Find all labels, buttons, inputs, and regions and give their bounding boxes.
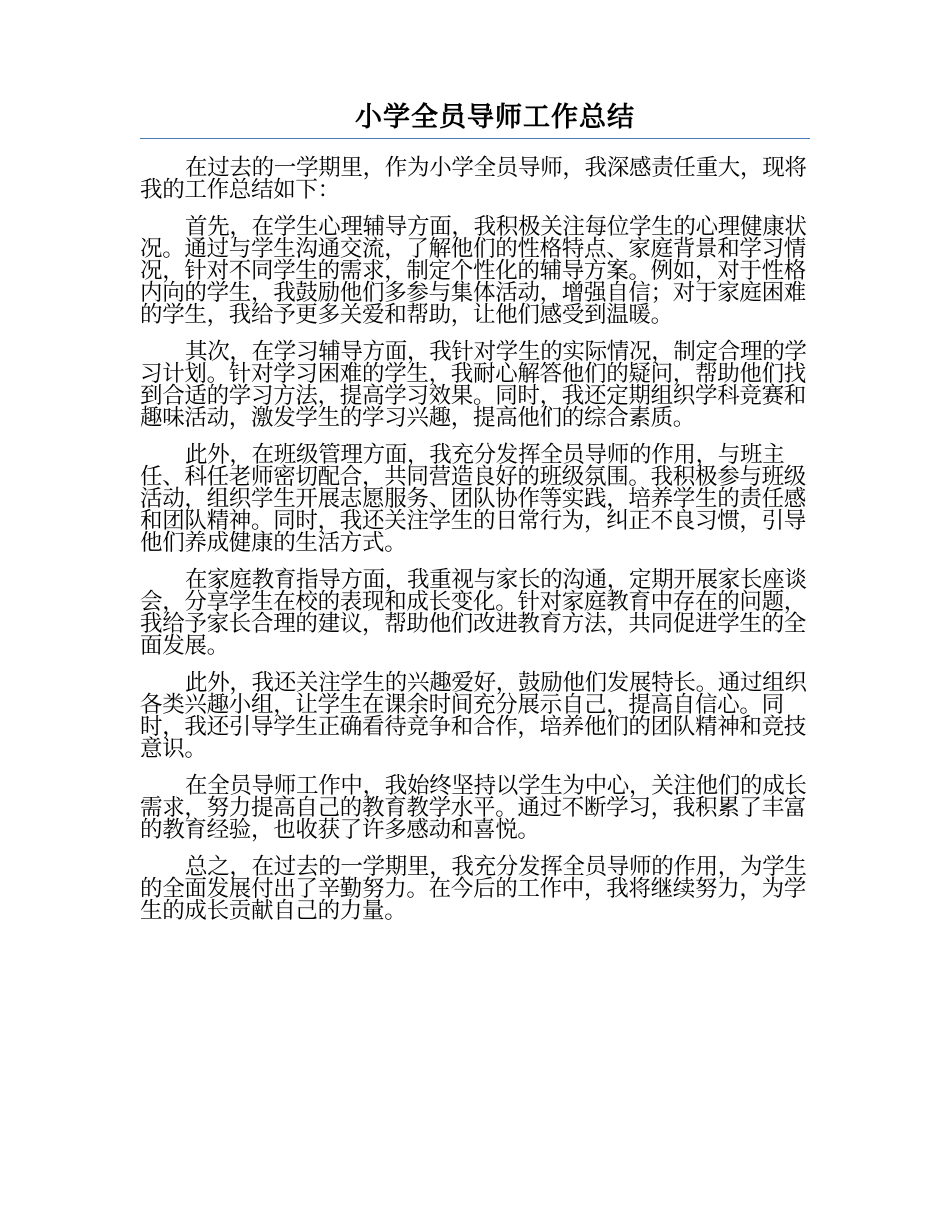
paragraph-class-management: 此外，在班级管理方面，我充分发挥全员导师的作用，与班主任、科任老师密切配合，共同营造良好的班级氛围。我积极参与班级活动，组织学生开展志愿服务、团队协作等实践，培养学生的责任感和团队精神。同时，我还关注学生的日常行为，纠正不良习惯，引导他们养成健康的生活方式。 xyxy=(140,442,807,556)
paragraph-student-centered: 在全员导师工作中，我始终坚持以学生为中心，关注他们的成长需求，努力提高自己的教育教学水平。通过不断学习，我积累了丰富的教育经验，也收获了许多感动和喜悦。 xyxy=(140,773,807,843)
paragraph-intro: 在过去的一学期里，作为小学全员导师，我深感责任重大，现将我的工作总结如下： xyxy=(140,155,807,203)
document-title: 小学全员导师工作总结 xyxy=(355,102,635,133)
paragraph-psychological-counseling: 首先，在学生心理辅导方面，我积极关注每位学生的心理健康状况。通过与学生沟通交流，了解他们的性格特点、家庭背景和学习情况，针对不同学生的需求，制定个性化的辅导方案。例如，对于性格内向的学生，我鼓励他们多参与集体活动，增强自信；对于家庭困难的学生，我给予更多关爱和帮助，让他们感受到温暖。 xyxy=(140,214,807,328)
document-page xyxy=(140,100,810,937)
title-underline xyxy=(140,138,810,139)
paragraph-interests: 此外，我还关注学生的兴趣爱好，鼓励他们发展特长。通过组织各类兴趣小组，让学生在课余时间充分展示自己，提高自信心。同时，我还引导学生正确看待竞争和合作，培养他们的团队精神和竞技意识。 xyxy=(140,670,807,762)
paragraph-conclusion: 总之，在过去的一学期里，我充分发挥全员导师的作用，为学生的全面发展付出了辛勤努力。在今后的工作中，我将继续努力，为学生的成长贡献自己的力量。 xyxy=(140,854,807,924)
paragraph-learning-support: 其次，在学习辅导方面，我针对学生的实际情况，制定合理的学习计划。针对学习困难的学生，我耐心解答他们的疑问，帮助他们找到合适的学习方法，提高学习效果。同时，我还定期组织学科竞赛和趣味活动，激发学生的学习兴趣，提高他们的综合素质。 xyxy=(140,339,807,431)
paragraph-family-education: 在家庭教育指导方面，我重视与家长的沟通，定期开展家长座谈会，分享学生在校的表现和成长变化。针对家庭教育中存在的问题，我给予家长合理的建议，帮助他们改进教育方法，共同促进学生的全面发展。 xyxy=(140,567,807,659)
